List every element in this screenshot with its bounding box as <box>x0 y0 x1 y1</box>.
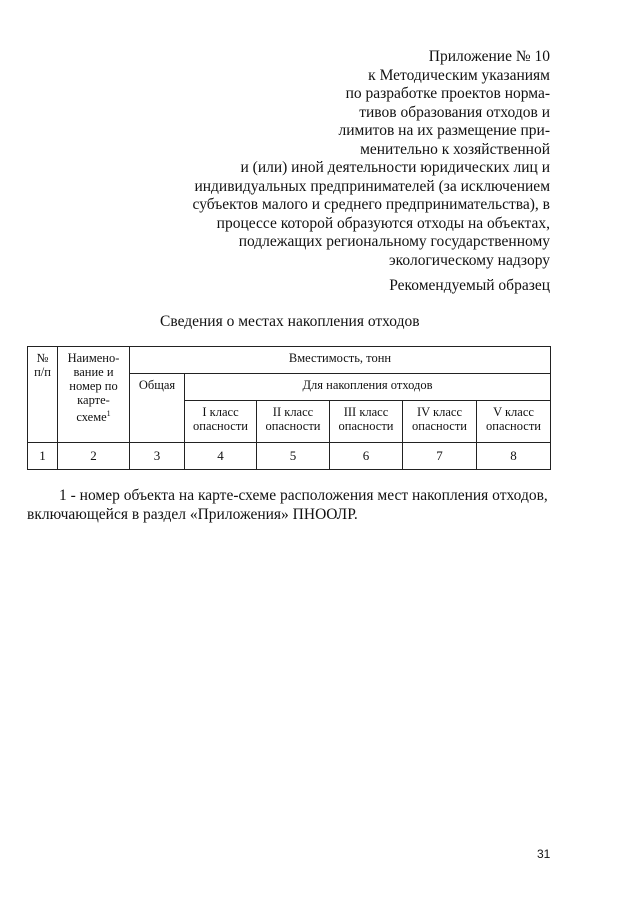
header-cell-capacity: Вместимость, тонн <box>130 347 551 374</box>
header-cell-name <box>58 347 130 443</box>
appendix-header-line: тивов образования отходов и <box>359 103 550 121</box>
header-cell-hazard-class-1 <box>185 401 257 443</box>
appendix-header-line: Приложение № 10 <box>428 48 550 65</box>
header-cell-storage: Для накопления отходов <box>185 374 551 401</box>
header-cell-number <box>28 347 58 443</box>
column-number-cell: 2 <box>58 443 130 470</box>
column-number-cell: 6 <box>330 443 403 470</box>
header-cell-total: Общая <box>130 374 185 443</box>
appendix-header <box>193 48 550 270</box>
appendix-header-line: лимитов на их размещение при- <box>338 122 550 139</box>
header-number-text: № п/п <box>34 351 51 379</box>
column-number-cell: 3 <box>130 443 185 470</box>
column-number-cell: 8 <box>477 443 551 470</box>
column-number-cell: 7 <box>403 443 477 470</box>
footnote-marker: 1 <box>106 409 111 418</box>
document-title: Сведения о местах накопления отходов <box>160 313 420 330</box>
hazard-class-label: IV класс опасности <box>412 405 467 433</box>
appendix-header-line: и (или) иной деятельности юридических лиц и <box>240 159 550 176</box>
sample-label: Рекомендуемый образец <box>389 277 550 294</box>
header-cell-hazard-class-2 <box>257 401 330 443</box>
appendix-header-line: процессе которой образуются отходы на объектах, <box>216 214 550 232</box>
appendix-header-line: экологическому надзору <box>389 251 550 269</box>
hazard-class-label: I класс опасности <box>193 405 248 433</box>
column-number-cell: 4 <box>185 443 257 470</box>
storage-sites-table <box>27 346 551 470</box>
column-number-cell: 1 <box>28 443 58 470</box>
hazard-class-label: V класс опасности <box>486 405 541 433</box>
appendix-header-line: менительно к хозяйственной <box>360 140 550 158</box>
footnote: 1 - номер объекта на карте-схеме расположения мест накопления отходов, включающейся в раздел «Приложения» ПНООЛР. <box>27 487 548 523</box>
header-cell-hazard-class-4 <box>403 401 477 443</box>
appendix-header-line: подлежащих региональному государственному <box>238 233 550 250</box>
header-name-text: Наимено- вание и номер по карте- схеме <box>67 351 120 425</box>
appendix-header-line: индивидуальных предпринимателей (за исключением <box>194 177 550 195</box>
header-cell-hazard-class-3 <box>330 401 403 443</box>
table-header-row <box>28 347 551 374</box>
appendix-header-line: к Методическим указаниям <box>368 66 550 84</box>
hazard-class-label: II класс опасности <box>265 405 321 433</box>
table-row-column-numbers <box>28 443 551 470</box>
appendix-header-line: по разработке проектов норма- <box>345 85 550 102</box>
header-cell-hazard-class-5 <box>477 401 551 443</box>
appendix-header-line: субъектов малого и среднего предпринимательства), в <box>192 196 550 213</box>
column-number-cell: 5 <box>257 443 330 470</box>
page-number: 31 <box>537 847 551 861</box>
hazard-class-label: III класс опасности <box>338 405 394 433</box>
